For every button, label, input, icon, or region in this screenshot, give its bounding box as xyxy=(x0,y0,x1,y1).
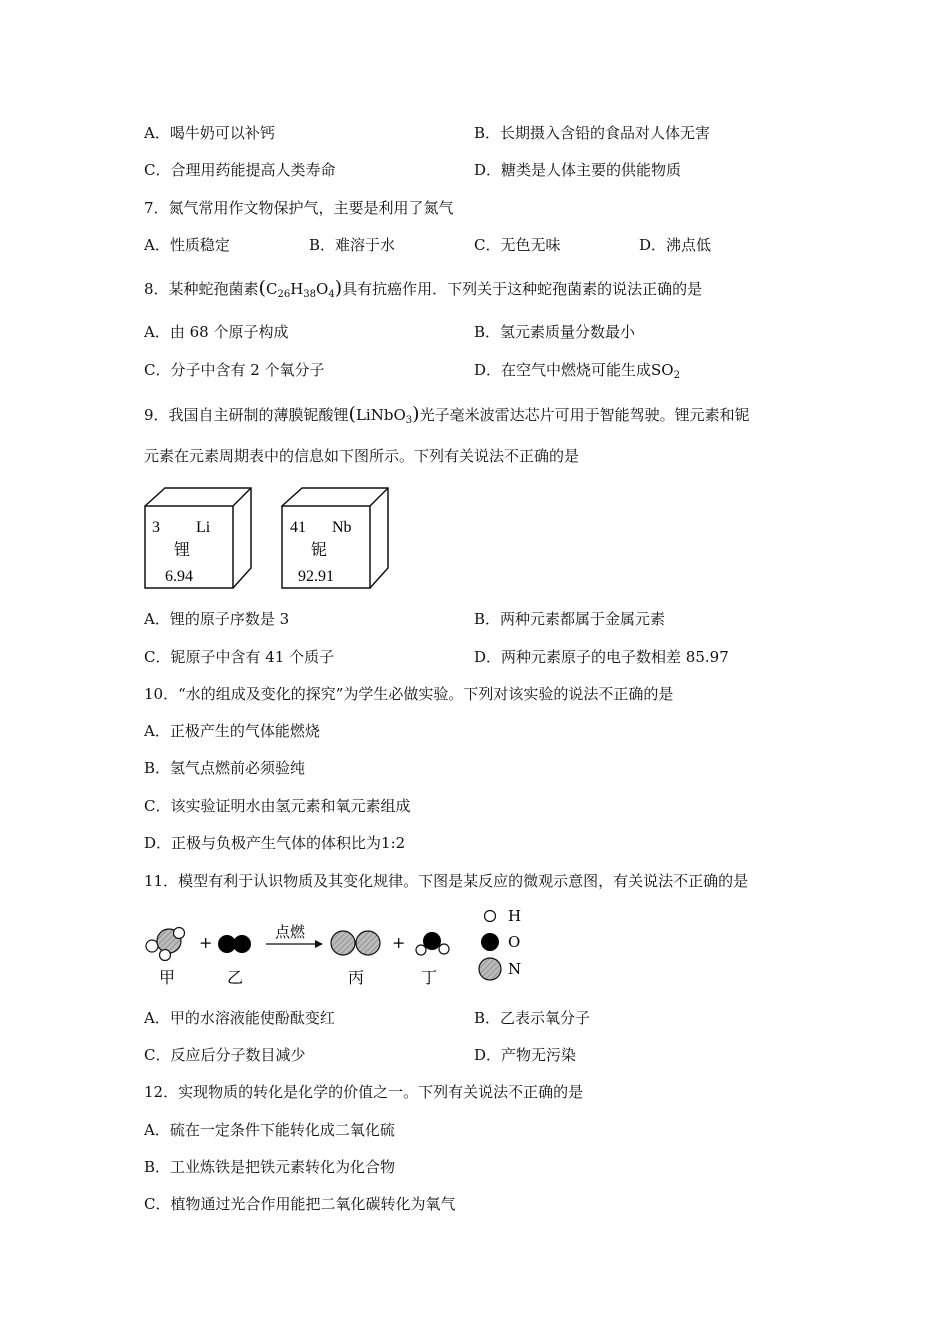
q11-option-c: C．反应后分子数目减少 xyxy=(144,1046,306,1064)
q11-option-b: B．乙表示氧分子 xyxy=(474,1009,591,1027)
q8-stem-pre: 8．某种蛇孢菌素 xyxy=(144,280,259,298)
legend-o: O xyxy=(508,933,521,951)
q9-formula: LiNbO$_3$ xyxy=(355,406,413,426)
q12-option-c: C．植物通过光合作用能把二氧化碳转化为氧气 xyxy=(144,1195,456,1213)
q8-stem: 8．某种蛇孢菌素$(C_{26}H_{38}O_4)$具有抗癌作用．下列关于这种蛇孢菌素的说法正确的是 xyxy=(144,277,703,300)
atom-legend xyxy=(479,907,521,980)
nb-symbol: Nb xyxy=(332,519,352,536)
plus-sign-2: + xyxy=(392,933,406,952)
label-bing: 丙 xyxy=(348,968,365,987)
q7-option-c: C．无色无味 xyxy=(474,236,561,254)
li-atomic-number: 3 xyxy=(152,519,160,536)
q7-option-d: D．沸点低 xyxy=(639,236,712,254)
molecule-ding xyxy=(416,932,449,955)
q8-formula: $C_{26}H_{38}O_4$ xyxy=(265,280,335,300)
nb-atomic-number: 41 xyxy=(290,519,306,536)
q8-option-a: A．由 68 个原子构成 xyxy=(144,323,289,341)
q7-option-a: A．性质稳定 xyxy=(144,236,230,254)
label-yi: 乙 xyxy=(227,968,244,987)
li-symbol: Li xyxy=(196,519,211,536)
li-name: 锂 xyxy=(174,542,191,559)
li-element-box xyxy=(145,488,251,588)
q9-option-d: D．两种元素原子的电子数相差 85.97 xyxy=(474,648,729,666)
molecule-bing xyxy=(331,931,380,955)
q10-option-d: D．正极与负极产生气体的体积比为1:2 xyxy=(144,834,406,852)
q6-option-b: B．长期摄入含铅的食品对人体无害 xyxy=(474,124,711,142)
q11-stem: 11．模型有利于认识物质及其变化规律。下图是某反应的微观示意图，有关说法不正确的是 xyxy=(144,872,749,890)
q8-option-d: D．在空气中燃烧可能生成$SO_2$ xyxy=(474,361,680,381)
plus-sign-1: + xyxy=(199,933,213,952)
q6-option-d: D．糖类是人体主要的供能物质 xyxy=(474,161,682,179)
q10-stem: 10．“水的组成及变化的探究”为学生必做实验。下列对该实验的说法不正确的是 xyxy=(144,685,674,703)
reaction-arrow xyxy=(266,923,323,948)
label-jia: 甲 xyxy=(159,968,176,987)
reaction-diagram xyxy=(140,900,540,995)
q9-stem-line2: 元素在元素周期表中的信息如下图所示。下列有关说法不正确的是 xyxy=(144,447,580,465)
q9-option-a: A．锂的原子序数是 3 xyxy=(144,610,290,628)
q12-option-b: B．工业炼铁是把铁元素转化为化合物 xyxy=(144,1158,396,1176)
q12-stem: 12．实现物质的转化是化学的价值之一。下列有关说法不正确的是 xyxy=(144,1083,584,1101)
q6-option-c: C．合理用药能提高人类寿命 xyxy=(144,161,336,179)
legend-h: H xyxy=(508,907,522,925)
q10-option-a: A．正极产生的气体能燃烧 xyxy=(144,722,320,740)
q6-option-a: A．喝牛奶可以补钙 xyxy=(144,124,275,142)
nb-element-box xyxy=(282,488,388,588)
q11-option-a: A．甲的水溶液能使酚酞变红 xyxy=(144,1009,335,1027)
q10-option-b: B．氢气点燃前必须验纯 xyxy=(144,759,306,777)
q7-stem: 7．氮气常用作文物保护气，主要是利用了氮气 xyxy=(144,199,454,217)
nb-name: 铌 xyxy=(311,542,328,559)
q8-option-c: C．分子中含有 2 个氧分子 xyxy=(144,361,325,379)
reaction-condition: 点燃 xyxy=(275,923,306,941)
legend-n: N xyxy=(508,960,522,978)
q9-stem: 9．我国自主研制的薄膜铌酸锂(LiNbO$_3$)光子毫米波雷达芯片可用于智能驾驶。锂元素和铌 xyxy=(144,403,750,426)
q11-option-d: D．产物无污染 xyxy=(474,1046,577,1064)
q8-option-b: B．氢元素质量分数最小 xyxy=(474,323,636,341)
q9-option-c: C．铌原子中含有 41 个质子 xyxy=(144,648,335,666)
periodic-table-figure xyxy=(140,484,400,594)
label-ding: 丁 xyxy=(421,968,438,987)
nb-mass: 92.91 xyxy=(298,568,334,585)
molecule-jia xyxy=(146,928,185,961)
q9-option-b: B．两种元素都属于金属元素 xyxy=(474,610,666,628)
li-mass: 6.94 xyxy=(165,568,193,585)
q10-option-c: C．该实验证明水由氢元素和氧元素组成 xyxy=(144,797,411,815)
molecule-yi xyxy=(218,935,251,953)
q12-option-a: A．硫在一定条件下能转化成二氧化硫 xyxy=(144,1121,395,1139)
q7-option-b: B．难溶于水 xyxy=(309,236,396,254)
q8-stem-post: 具有抗癌作用．下列关于这种蛇孢菌素的说法正确的是 xyxy=(342,280,703,298)
